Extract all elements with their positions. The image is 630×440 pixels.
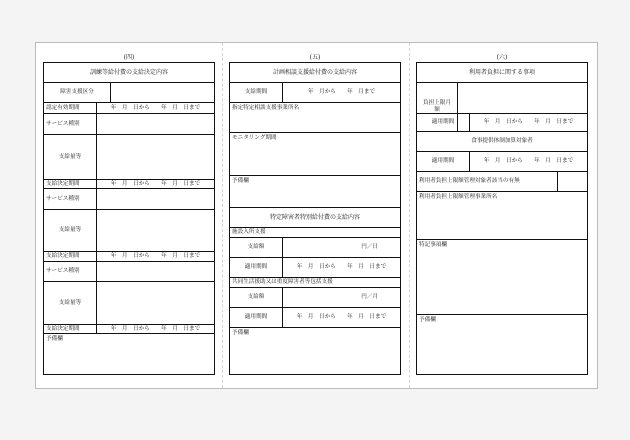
- decision-period-value[interactable]: 年 月 日から 年 月 日まで: [96, 325, 214, 333]
- amount-day-value[interactable]: 円／日: [282, 238, 400, 257]
- amount-label: 支給額: [247, 244, 265, 250]
- designated-office-field[interactable]: 指定特定相談支援事業所名: [232, 105, 300, 111]
- service-type-value[interactable]: [96, 262, 214, 281]
- panel-number-6: (六): [496, 54, 508, 61]
- apply-period-label: 適用期間: [244, 264, 268, 270]
- panel-5-title: 計画相談支援給付費の支給内容: [272, 69, 357, 76]
- apply-period-label: 適用期間: [244, 314, 268, 320]
- limit-mgmt-value[interactable]: [557, 172, 587, 191]
- panel-6: [416, 62, 588, 375]
- decision-period-label: 支給決定期間: [46, 180, 80, 187]
- amount-label: 支給額: [247, 294, 265, 300]
- facility-label: 施設入所支援: [232, 229, 266, 235]
- cert-period-label: 認定有効期間: [46, 104, 80, 111]
- period-label: 支給期間: [244, 89, 268, 95]
- service-type-value[interactable]: [96, 114, 214, 134]
- group-home-label: 共同生活援助又は重度障害者等包括支援: [232, 279, 333, 285]
- burden-limit-label: 負担上限月額: [423, 100, 451, 113]
- meal-target-label: 食事提供体制加算対象者: [471, 138, 533, 144]
- remarks-field[interactable]: 予備欄: [419, 317, 436, 323]
- remarks-label: 予備欄: [46, 336, 63, 342]
- decision-period-value[interactable]: 年 月 日から 年 月 日まで: [96, 180, 214, 188]
- amount-month-value[interactable]: 円／月: [282, 288, 400, 307]
- amount-label: 支給量等: [58, 299, 82, 306]
- panel-number-4: (四): [123, 54, 135, 61]
- limit-office-field[interactable]: 利用者負担上限額管理事業所名: [419, 194, 498, 200]
- remarks-field[interactable]: 予備欄: [232, 330, 249, 336]
- amount-value[interactable]: [96, 282, 214, 324]
- apply-period-value[interactable]: 年 月 日から 年 月 日まで: [469, 114, 587, 131]
- period-value[interactable]: 年 月から 年 月まで: [282, 83, 400, 102]
- certificate-sheet: [35, 42, 598, 389]
- meal-period-value[interactable]: 年 月 日から 年 月 日まで: [469, 152, 587, 171]
- special-notes-field[interactable]: 特記事項欄: [419, 242, 447, 248]
- fold-line: [409, 43, 410, 388]
- panel-5: [229, 62, 401, 375]
- amount-label: 支給量等: [58, 227, 82, 233]
- meal-period-label: 適用期間: [431, 158, 455, 164]
- panel-4-title: 訓練等給付費の支給決定内容: [89, 69, 168, 76]
- service-type-label: サービス種別: [46, 268, 80, 274]
- service-type-label: サービス種別: [46, 120, 80, 127]
- decision-period-value[interactable]: 年 月 日から 年 月 日まで: [96, 252, 214, 261]
- remarks-field[interactable]: 予備欄: [232, 178, 249, 184]
- decision-period-label: 支給決定期間: [46, 325, 80, 332]
- apply-period-label: 適用期間: [431, 119, 455, 125]
- panel-6-title: 利用者負担に関する事項: [468, 69, 535, 76]
- apply-period-value[interactable]: 年 月 日から 年 月 日まで: [282, 308, 400, 327]
- limit-mgmt-label: 利用者負担上限額管理対象者該当の有無: [419, 178, 520, 184]
- special-benefit-title: 特定障害者特別給付費の支給内容: [269, 214, 360, 221]
- amount-value[interactable]: [96, 135, 214, 179]
- service-type-value[interactable]: [96, 189, 214, 209]
- decision-period-label: 支給決定期間: [46, 253, 80, 259]
- panel-number-5: (五): [309, 54, 321, 61]
- fold-line: [222, 43, 223, 388]
- panel-4: [43, 62, 215, 375]
- monitoring-period-field[interactable]: モニタリング期間: [232, 135, 277, 141]
- service-type-label: サービス種別: [46, 195, 80, 202]
- amount-value[interactable]: [96, 210, 214, 251]
- apply-period-value[interactable]: 年 月 日から 年 月 日まで: [282, 258, 400, 277]
- amount-label: 支給量等: [58, 153, 82, 160]
- cert-period-value[interactable]: 年 月 日から 年 月 日まで: [96, 103, 214, 113]
- disability-class-value[interactable]: [110, 83, 214, 102]
- disability-class-label: 障害支援区分: [60, 89, 94, 95]
